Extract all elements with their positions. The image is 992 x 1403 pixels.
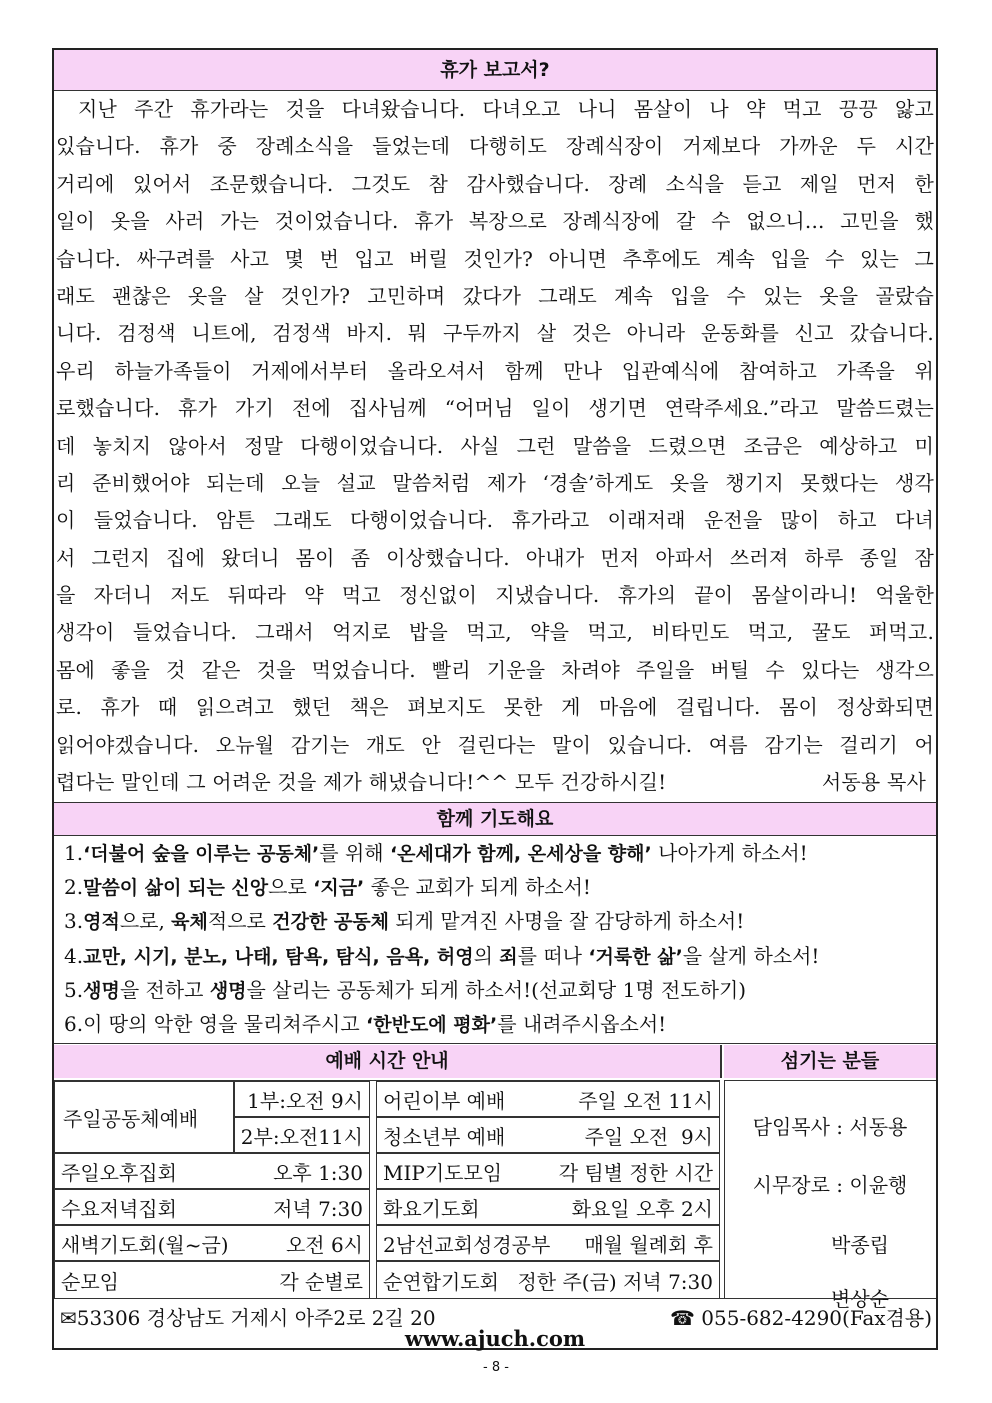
schedule-row-right: 어린이부 예배 주일 오전 11시 [376, 1081, 720, 1117]
sunday-service-first: 1부:오전 9시 [234, 1081, 370, 1117]
servers-list [724, 1080, 936, 1311]
prayer-item: 5.생명을 전하고 생명을 살리는 공동체가 되게 하소서!(선교회당 1명 전도하기) [64, 977, 747, 1002]
essay-line: 습니다. 싸구려를 사고 몇 번 입고 버릴 것인가? 아니면 추후에도 계속 입을 수 있는 그 [56, 246, 934, 271]
website-link[interactable]: www.ajuch.com [404, 1326, 586, 1351]
essay-line: 니다. 검정색 니트에, 검정색 바지. 뭐 구두까지 살 것은 아니라 운동화를 신고 갔습니다. [56, 321, 934, 346]
divider [54, 1043, 936, 1044]
schedule-row-right: 청소년부 예배 주일 오전 9시 [376, 1117, 720, 1153]
page-frame [52, 48, 938, 1350]
essay-line: 로했습니다. 휴가 가기 전에 집사님께 “어머님 일이 생기면 연락주세요.”라고 말씀드렸는 [56, 396, 934, 421]
mail-icon: ✉ [60, 1306, 77, 1330]
senior-pastor: 담임목사 : 서동용 [752, 1115, 908, 1139]
essay-body [56, 91, 934, 845]
schedule-table [54, 1080, 720, 1299]
elder-2: 박종립 [831, 1233, 889, 1257]
essay-line: 로. 휴가 때 읽으려고 했던 책은 펴보지도 못한 게 마음에 걸립니다. 몸이 정상화되면 [56, 695, 934, 720]
essay-line: 읽어야겠습니다. 오뉴월 감기는 개도 안 걸린다는 말이 있습니다. 여름 감기는 걸리기 어 [56, 732, 934, 757]
sunday-service-label: 주일공동체예배 [54, 1081, 234, 1153]
essay-line: 래도 괜찮은 옷을 살 것인가? 고민하며 갔다가 그래도 계속 입을 수 있는 옷을 골랐습 [56, 283, 934, 308]
prayer-list [64, 836, 934, 1041]
essay-line: 이 들었습니다. 암튼 그래도 다행이었습니다. 휴가라고 이래저래 운전을 많이 하고 다녀 [56, 508, 934, 533]
schedule-row-right: 순연합기도회 정한 주(금) 저녁 7:30 [376, 1261, 720, 1299]
essay-line: 생각이 들었습니다. 그래서 억지로 밥을 먹고, 약을 먹고, 비타민도 먹고, 꿀도 퍼먹고. [56, 620, 934, 645]
schedule-title: 예배 시간 안내 [54, 1045, 722, 1078]
essay-title: 휴가 보고서? [54, 50, 936, 91]
sunday-service-second: 2부:오전11시 [234, 1117, 370, 1153]
schedule-row-right: MIP기도모임 각 팀별 정한 시간 [376, 1153, 720, 1189]
schedule-row-right: 2남선교회성경공부 매월 월례회 후 [376, 1225, 720, 1261]
schedule-row-left: 수요저녁집회 저녁 7:30 [54, 1189, 370, 1225]
essay-line: 리 준비했어야 되는데 오늘 설교 말씀처럼 제가 ‘경솔’하게도 옷을 챙기지 못했다는 생각 [56, 470, 934, 495]
prayer-item: 3.영적으로, 육체적으로 건강한 공동체 되게 맡겨진 사명을 잘 감당하게 하소서! [64, 909, 745, 934]
footer [54, 1298, 936, 1351]
elder-1: 시무장로 : 이윤행 [752, 1173, 908, 1197]
schedule-row-left: 새벽기도회(월~금) 오전 6시 [54, 1225, 370, 1261]
phone-icon: ☎ [669, 1306, 702, 1330]
schedule-row-left: 주일오후집회 오후 1:30 [54, 1153, 370, 1189]
schedule-row-right: 화요기도회 화요일 오후 2시 [376, 1189, 720, 1225]
schedule-row-left: 순모임 각 순별로 [54, 1261, 370, 1299]
essay-line: 있습니다. 휴가 중 장례소식을 들었는데 다행히도 장례식장이 거제보다 가까운 두 시간 [56, 134, 934, 159]
essay-line: 지난 주간 휴가라는 것을 다녀왔습니다. 다녀오고 나니 몸살이 나 약 먹고 끙끙 앓고 [78, 97, 934, 121]
elder-3: 변상순 [831, 1287, 889, 1311]
prayer-title: 함께 기도해요 [54, 802, 936, 836]
essay-line: 일이 옷을 사러 가는 것이었습니다. 휴가 복장으로 장례식장에 갈 수 없으니... 고민을 했 [56, 209, 934, 234]
prayer-item: 2.말씀이 삶이 되는 신앙으로 ‘지금’ 좋은 교회가 되게 하소서! [64, 875, 591, 900]
essay-line: 거리에 있어서 조문했습니다. 그것도 참 감사했습니다. 장례 소식을 듣고 제일 먼저 한 [56, 171, 934, 196]
servers-title: 섬기는 분들 [724, 1045, 936, 1078]
signature: 서동용 목사 [821, 770, 926, 795]
essay-line: 렵다는 말인데 그 어려운 것을 제가 해냈습니다!^^ 모두 건강하시길! 서동용 목사 [56, 764, 934, 801]
address: ✉53306 경상남도 거제시 아주2로 2길 20 [60, 1306, 436, 1330]
essay-line: 우리 하늘가족들이 거제에서부터 올라오셔서 함께 만나 입관예식에 참여하고 가족을 위 [56, 358, 934, 383]
essay-line: 몸에 좋을 것 같은 것을 먹었습니다. 빨리 기운을 차려야 주일을 버틸 수 있다는 생각으 [56, 657, 934, 682]
page-number: - 8 - [483, 1360, 509, 1375]
prayer-item: 6.이 땅의 악한 영을 물리쳐주시고 ‘한반도에 평화’를 내려주시옵소서! [64, 1011, 667, 1036]
prayer-item: 4.교만, 시기, 분노, 나태, 탐욕, 탐식, 음욕, 허영의 죄를 떠나 ‘거룩한 삶’을 살게 하소서! [64, 943, 820, 968]
essay-line: 서 그런지 집에 왔더니 몸이 좀 이상했습니다. 아내가 먼저 아파서 쓰러져 하루 종일 잠 [56, 545, 934, 570]
prayer-item: 1.‘더불어 숲을 이루는 공동체’를 위해 ‘온세대가 함께, 온세상을 향해’ 나아가게 하소서! [64, 841, 808, 865]
essay-line: 을 자더니 저도 뒤따라 약 먹고 정신없이 지냈습니다. 휴가의 끝이 몸살이라니! 억울한 [56, 583, 934, 608]
phone: ☎ 055-682-4290(Fax겸용) [669, 1306, 932, 1330]
essay-line: 데 놓치지 않아서 정말 다행이었습니다. 사실 그런 말씀을 드렸으면 조금은 예상하고 미 [56, 433, 934, 458]
